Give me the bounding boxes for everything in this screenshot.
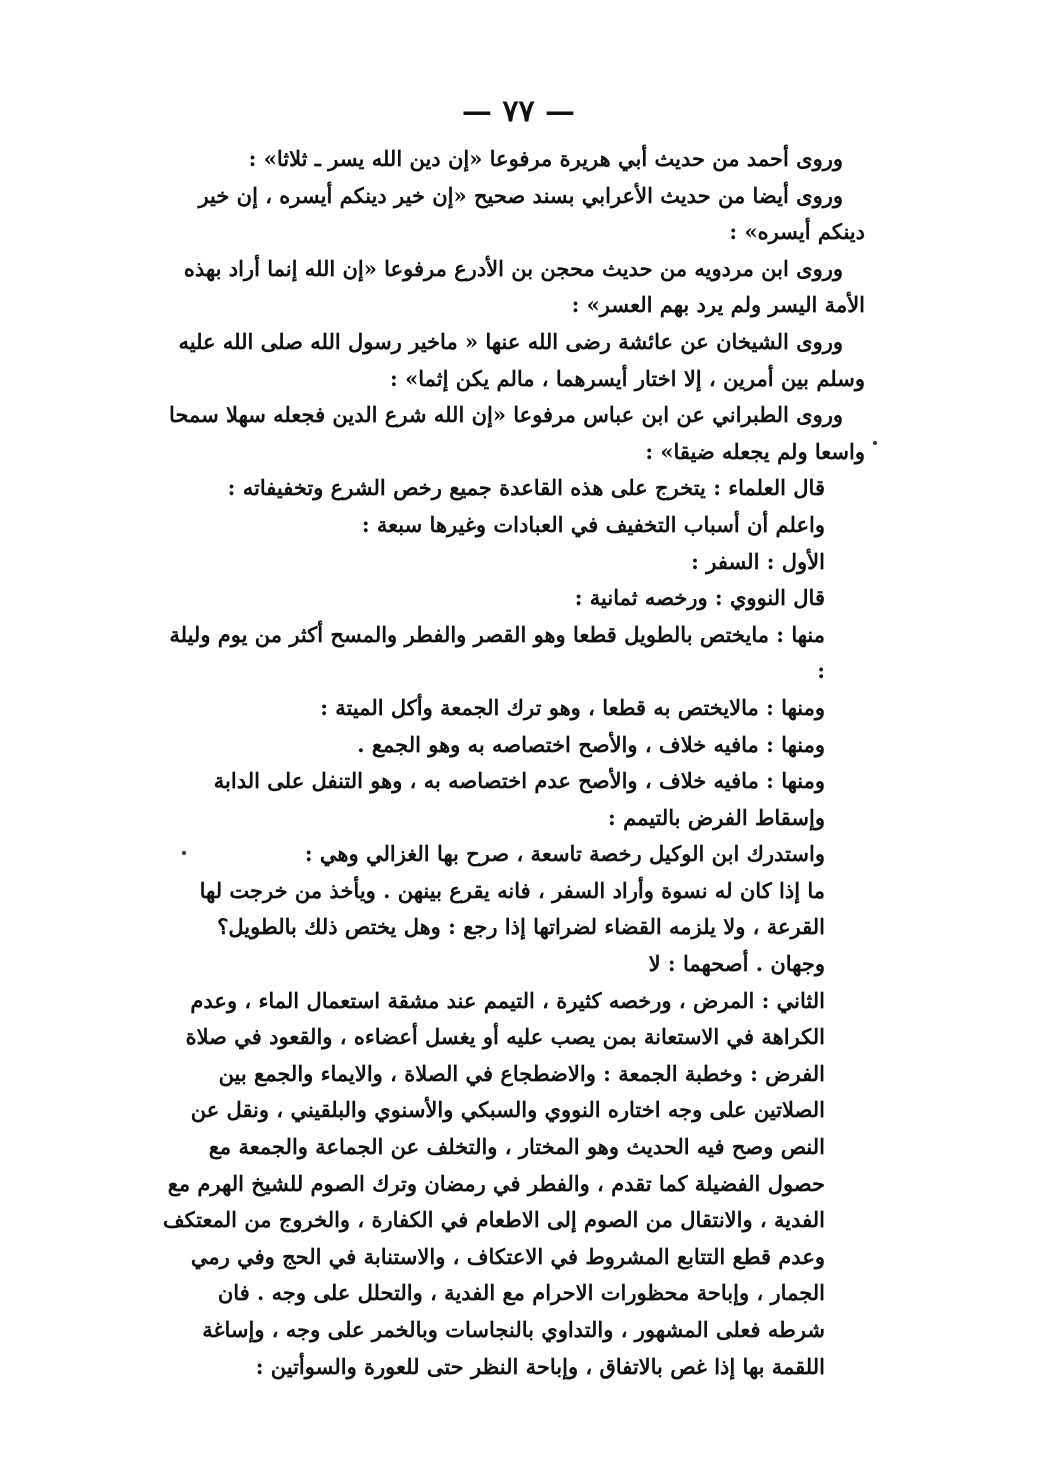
paragraph-15: ما إذا كان له نسوة وأراد السفر ، فانه يقرع بينهن . ويأخذ من خرجت لها القرعة ، ولا يلزمه القضاء لضراتها إذا رجع : وهل يختص ذلك بالطويل؟ وجهان . أصحهما : لا — [199, 877, 825, 977]
scan-speck — [873, 441, 877, 445]
scan-speck — [182, 851, 186, 855]
paragraph-11: ومنها : مالايختص به قطعا ، وهو ترك الجمعة وأكل الميتة : — [320, 694, 825, 720]
paragraph-12: ومنها : مافيه خلاف ، والأصح اختصاصه به وهو الجمع . — [357, 731, 825, 757]
paragraph-3: وروى ابن مردويه من حديث محجن بن الأدرع مرفوعا «إن الله إنما أراد بهذه الأمة اليسر ولم يرد بهم العسر» : — [183, 255, 865, 318]
paragraph-16: الثاني : المرض ، ورخصه كثيرة ، التيمم عند مشقة استعمال الماء ، وعدم الكراهة في الاستعانة بمن يصب عليه أو يغسل أعضاءه ، والقعود في صلاة الفرض : وخطبة الجمعة : والاضطجاع في الصلاة ، والايماء والجمع بين الصلاتين على وجه اختاره النووي والسبكي والأسنوي والبلقيني ، ونقل عن النص وصح فيه الحديث وهو المختار ، والتخلف عن الجماعة والجمعة مع حصول الفضيلة كما تقدم ، والفطر في رمضان وترك الصوم للشيخ الهرم مع الفدية ، والانتقال من الصوم إلى الاطعام في الكفارة ، والخروج من المعتكف وعدم قطع التتابع المشروط في الاعتكاف ، والاستنابة في الحج وفي رمي الجمار ، وإباحة محظورات الاحرام مع الفدية ، والتحلل على وجه . فان شرطه فعلى المشهور ، والتداوي بالنجاسات وبالخمر على وجه ، وإساغة اللقمة بها إذا غص بالاتفاق ، وإباحة النظر حتى للعورة والسوأتين : — [162, 987, 825, 1379]
paragraph-13: ومنها : مافيه خلاف ، والأصح عدم اختصاصه به ، وهو التنفل على الدابة وإسقاط الفرض بالتيمم : — [213, 768, 825, 830]
paragraph-9: قال النووي : ورخصه ثمانية : — [574, 585, 825, 611]
paragraph-2: وروى أيضا من حديث الأعرابي بسند صحيح «إن خير دينكم أيسره ، إن خير دينكم أيسره» : — [198, 182, 865, 245]
paragraph-1: وروى أحمد من حديث أبي هريرة مرفوعا «إن دين الله يسر ـ ثلاثا» : — [248, 146, 843, 171]
paragraph-14: واستدرك ابن الوكيل رخصة تاسعة ، صرح بها الغزالي وهي : — [304, 841, 825, 867]
paragraph-8: الأول : السفر : — [691, 548, 825, 574]
paragraph-7: واعلم أن أسباب التخفيف في العبادات وغيرها سبعة : — [361, 511, 825, 537]
paragraph-4: وروى الشيخان عن عائشة رضى الله عنها « ماخير رسول الله صلى الله عليه وسلم بين أمرين ، إلا اختار أيسرهما ، مالم يكن إثما» : — [178, 328, 865, 391]
paragraph-10: منها : مايختص بالطويل قطعا وهو القصر والفطر والمسح أكثر من يوم وليلة : — [169, 621, 825, 684]
body-text — [160, 141, 865, 1385]
page-number: — ٧٧ — — [461, 94, 576, 129]
paragraph-5: وروى الطبراني عن ابن عباس مرفوعا «إن الله شرع الدين فجعله سهلا سمحا واسعا ولم يجعله ضيقا» : — [169, 402, 865, 464]
paragraph-6: قال العلماء : يتخرج على هذه القاعدة جميع رخص الشرع وتخفيفاته : — [227, 475, 825, 501]
